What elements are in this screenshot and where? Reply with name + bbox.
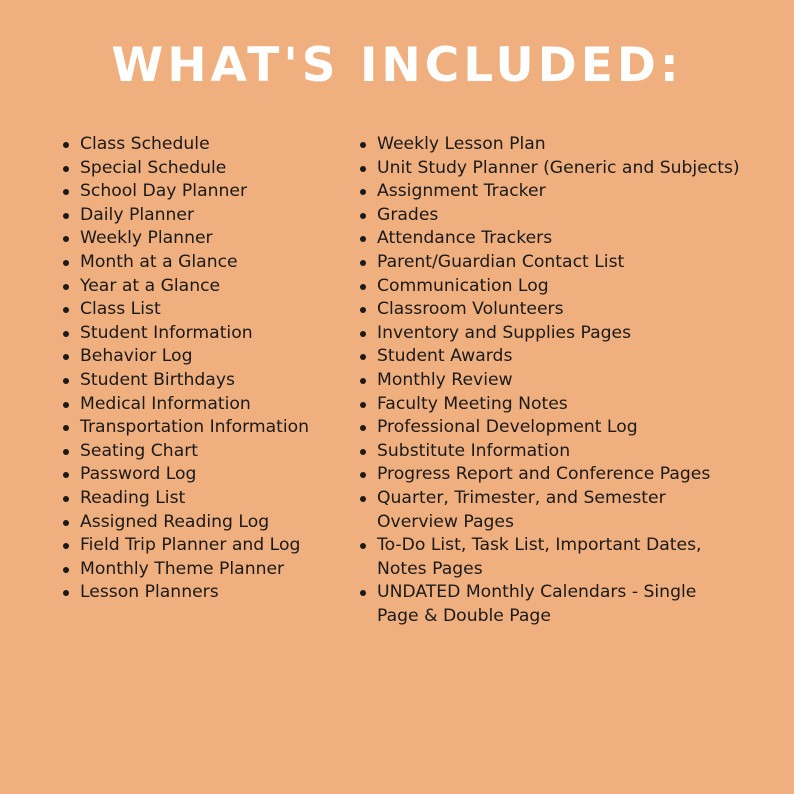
bullet-icon (63, 402, 69, 408)
list-item-label: Classroom Volunteers (377, 299, 564, 320)
list-item-label: Student Information (80, 322, 253, 343)
list-item-label: Weekly Lesson Plan (377, 134, 546, 154)
list-item (359, 440, 779, 464)
list-item (62, 204, 352, 228)
list-item (359, 393, 779, 417)
bullet-icon (63, 520, 69, 526)
list-item (359, 133, 779, 157)
list-item (62, 345, 352, 369)
bullet-icon (360, 402, 366, 408)
list-item-label: Weekly Planner (80, 228, 213, 249)
list-item-label: Quarter, Trimester, and Semester (377, 487, 666, 508)
list-item-label: Special Schedule (80, 157, 227, 178)
list-item-label: Page & Double Page (377, 605, 551, 626)
list-item-label: Daily Planner (80, 204, 195, 225)
bullet-icon (63, 307, 69, 313)
list-item (359, 180, 779, 204)
list-item (359, 463, 779, 487)
list-item-label: Field Trip Planner and Log (80, 535, 301, 556)
list-item (62, 487, 352, 511)
list-item (359, 275, 779, 299)
list-item (359, 251, 779, 275)
list-item-label: Professional Development Log (377, 417, 638, 438)
list-item (359, 322, 779, 346)
list-item (62, 558, 352, 582)
bullet-icon (360, 472, 366, 478)
list-item-label: Student Birthdays (80, 369, 235, 390)
bullet-icon (63, 543, 69, 549)
list-item (62, 369, 352, 393)
list-item (359, 298, 779, 322)
bullet-icon (360, 213, 366, 219)
page-title: WHAT'S INCLUDED: (111, 38, 683, 93)
list-item (359, 369, 779, 393)
list-item (62, 393, 352, 417)
list-item-label: UNDATED Monthly Calendars - Single (377, 582, 697, 603)
list-item-label: Year at a Glance (80, 275, 221, 296)
list-item-label: Class List (80, 299, 161, 320)
bullet-icon (360, 307, 366, 313)
list-item-label: To-Do List, Task List, Important Dates, (377, 535, 702, 556)
bullet-icon (360, 166, 366, 172)
bullet-icon (360, 331, 366, 337)
list-item (62, 440, 352, 464)
list-item (62, 581, 352, 605)
list-item-label: Attendance Trackers (377, 228, 553, 249)
list-item-label: Behavior Log (80, 346, 193, 367)
list-item (62, 227, 352, 251)
bullet-icon (360, 378, 366, 384)
bullet-icon (63, 284, 69, 290)
list-item-label: Substitute Information (377, 440, 571, 461)
list-item (62, 180, 352, 204)
list-item (62, 322, 352, 346)
list-item-label: Transportation Information (80, 417, 310, 438)
bullet-icon (63, 213, 69, 219)
bullet-icon (63, 425, 69, 431)
list-item (359, 345, 779, 369)
bullet-icon (63, 496, 69, 502)
list-item (62, 251, 352, 275)
bullet-icon (360, 354, 366, 360)
bullet-icon (360, 284, 366, 290)
bullet-icon (360, 590, 366, 596)
list-item (62, 511, 352, 535)
list-item-label: Communication Log (377, 275, 549, 296)
list-item-label: Reading List (80, 487, 186, 508)
list-item (62, 416, 352, 440)
list-item-label: Monthly Theme Planner (80, 558, 285, 579)
bullet-icon (360, 496, 366, 502)
list-item-label: Assigned Reading Log (80, 511, 270, 532)
bullet-icon (360, 142, 366, 148)
bullet-icon (63, 260, 69, 266)
bullet-icon (360, 449, 366, 455)
list-item (62, 157, 352, 181)
list-item-label: Notes Pages (377, 558, 483, 579)
list-item-label: Student Awards (377, 346, 513, 367)
list-item (359, 487, 779, 534)
list-item-label: Password Log (80, 464, 197, 485)
bullet-icon (63, 590, 69, 596)
list-item-label: Seating Chart (80, 440, 199, 461)
bullet-icon (63, 472, 69, 478)
list-item-label: Overview Pages (377, 511, 514, 532)
bullet-icon (360, 260, 366, 266)
list-item-label: Progress Report and Conference Pages (377, 464, 711, 485)
bullet-icon (63, 378, 69, 384)
list-item-label: Faculty Meeting Notes (377, 393, 568, 414)
list-item (62, 133, 352, 157)
bullet-icon (63, 449, 69, 455)
bullet-icon (360, 189, 366, 195)
list-item-label: School Day Planner (80, 181, 248, 202)
bullet-icon (360, 236, 366, 242)
list-item-label: Medical Information (80, 393, 251, 414)
list-item (62, 275, 352, 299)
bullet-icon (360, 425, 366, 431)
included-list-right (359, 133, 779, 628)
included-list-left (62, 133, 352, 605)
list-item-label: Inventory and Supplies Pages (377, 322, 632, 343)
list-item-label: Grades (377, 204, 439, 225)
list-item-label: Month at a Glance (80, 251, 238, 272)
list-item (359, 157, 779, 181)
bullet-icon (63, 166, 69, 172)
bullet-icon (63, 331, 69, 337)
list-item-label: Unit Study Planner (Generic and Subjects) (377, 157, 740, 178)
bullet-icon (63, 354, 69, 360)
bullet-icon (63, 142, 69, 148)
list-item-label: Assignment Tracker (377, 181, 546, 202)
bullet-icon (63, 567, 69, 573)
list-item (359, 204, 779, 228)
list-item-label: Parent/Guardian Contact List (377, 251, 625, 272)
list-item (62, 534, 352, 558)
bullet-icon (63, 236, 69, 242)
bullet-icon (360, 543, 366, 549)
list-item (359, 534, 779, 581)
list-item-label: Monthly Review (377, 369, 513, 390)
list-item (359, 416, 779, 440)
list-item (62, 298, 352, 322)
list-item (359, 227, 779, 251)
list-item-label: Class Schedule (80, 134, 210, 154)
bullet-icon (63, 189, 69, 195)
list-item (359, 581, 779, 628)
list-item (62, 463, 352, 487)
list-item-label: Lesson Planners (80, 582, 219, 603)
